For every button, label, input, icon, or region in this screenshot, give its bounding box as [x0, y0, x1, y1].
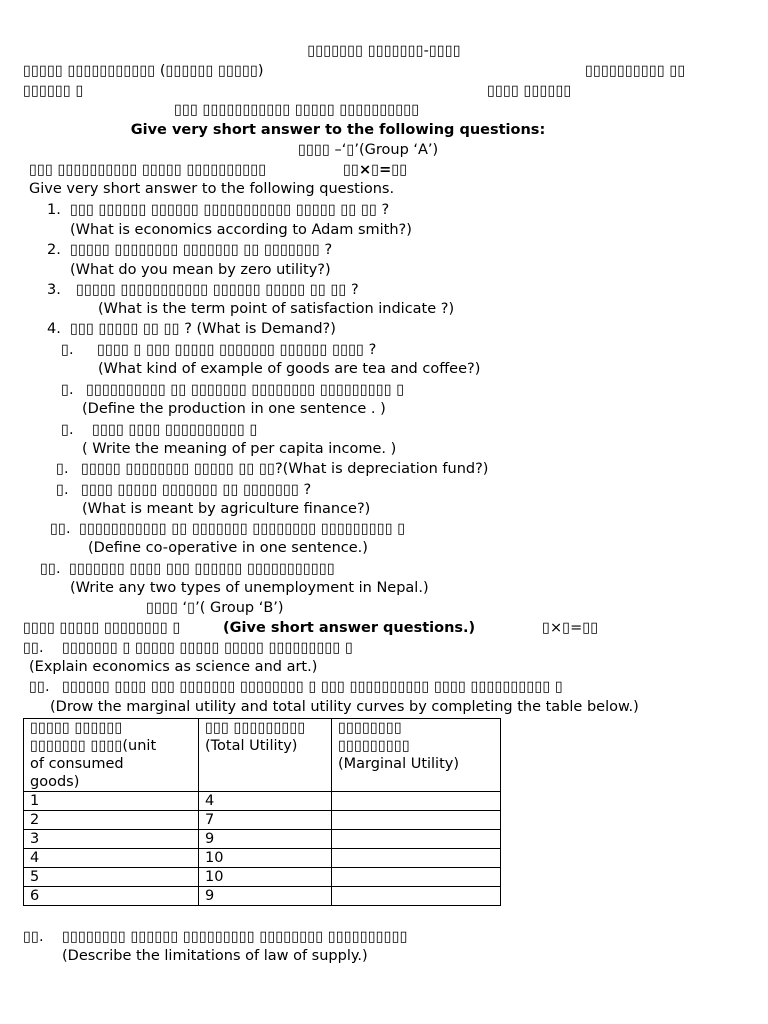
q1-en: (What is economics according to Adam smith?) [70, 222, 412, 238]
q13-en: (Drow the marginal utility and total utility curves by completing the table below.) [50, 699, 639, 715]
q14-np: ▯▯▯▯▯▯▯▯ ▯▯▯▯▯▯ ▯▯▯▯▯▯▯▯▯ ▯▯▯▯▯▯▯▯ ▯▯▯▯▯▯▯▯▯▯ [62, 929, 408, 945]
q7-np: ▯▯▯▯ ▯▯▯▯ ▯▯▯▯▯▯▯▯▯▯ ▯ [92, 422, 258, 438]
group-a-heading: ▯▯▯▯ –‘▯’(Group ‘A’) [298, 142, 439, 158]
cell-marginal[interactable] [332, 868, 501, 887]
cell-unit: 6 [24, 887, 199, 906]
cell-unit: 2 [24, 811, 199, 830]
cell-total: 7 [199, 811, 332, 830]
q4-np: ▯▯▯ ▯▯▯▯▯ ▯▯ ▯▯ ? (What is Demand?) [70, 321, 336, 337]
q6-num: ▯. [61, 382, 74, 398]
header-units [24, 719, 199, 792]
cell-marginal[interactable] [332, 849, 501, 868]
q11-num: ▯▯. [40, 561, 61, 577]
group-b-instruction-en: (Give short answer questions.) [223, 620, 476, 636]
q2-np: ▯▯▯▯▯ ▯▯▯▯▯▯▯▯ ▯▯▯▯▯▯▯ ▯▯ ▯▯▯▯▯▯▯ ? [70, 242, 333, 258]
cell-marginal[interactable] [332, 811, 501, 830]
cell-unit: 1 [24, 792, 199, 811]
q9-en: (What is meant by agriculture finance?) [82, 501, 371, 517]
q9-np: ▯▯▯▯ ▯▯▯▯▯ ▯▯▯▯▯▯▯ ▯▯ ▯▯▯▯▯▯▯ ? [81, 482, 312, 498]
group-b-heading: ▯▯▯▯ ‘▯’( Group ‘B’) [146, 600, 284, 616]
group-b-marks-formula: ▯×▯=▯▯ [542, 620, 599, 636]
q1-num: 1. [47, 202, 61, 218]
table-row [24, 830, 501, 849]
instruction-np: ▯▯▯ ▯▯▯▯▯▯▯▯▯▯▯ ▯▯▯▯▯ ▯▯▯▯▯▯▯▯▯▯ [174, 102, 420, 118]
q6-np: ▯▯▯▯▯▯▯▯▯▯ ▯▯ ▯▯▯▯▯▯▯ ▯▯▯▯▯▯▯▯ ▯▯▯▯▯▯▯▯▯ ▯ [86, 382, 405, 398]
utility-table [23, 718, 501, 906]
table-row [24, 849, 501, 868]
subject-line: ▯▯▯▯▯ ▯▯▯▯▯▯▯▯▯▯▯ (▯▯▯▯▯▯ ▯▯▯▯▯) [23, 63, 264, 79]
q12-en: (Explain economics as science and art.) [29, 659, 318, 675]
cell-total: 10 [199, 868, 332, 887]
q8-num: ▯. [56, 461, 69, 477]
q10-en: (Define co-operative in one sentence.) [88, 540, 368, 556]
q6-en: (Define the production in one sentence . ) [82, 401, 386, 417]
q9-num: ▯. [56, 482, 69, 498]
full-marks: ▯▯▯▯▯▯▯▯▯▯ ▯▯ [585, 63, 686, 79]
cell-total: 4 [199, 792, 332, 811]
q14-en: (Describe the limitations of law of supply.) [62, 948, 368, 964]
cell-unit: 3 [24, 830, 199, 849]
q12-np: ▯▯▯▯▯▯▯ ▯ ▯▯▯▯▯ ▯▯▯▯▯ ▯▯▯▯▯ ▯▯▯▯▯▯▯▯▯ ▯ [62, 640, 353, 656]
group-a-instruction: Give very short answer to the following questions. [29, 181, 395, 197]
header-total-utility-label: ▯▯▯ ▯▯▯▯▯▯▯▯▯ (Total Utility) [205, 720, 306, 754]
cell-unit: 5 [24, 868, 199, 887]
q3-num: 3. [47, 282, 61, 298]
table-row [24, 811, 501, 830]
header-total-utility [199, 719, 332, 792]
q14-num: ▯▯. [23, 929, 44, 945]
header-units-label: ▯▯▯▯▯ ▯▯▯▯▯▯ ▯▯▯▯▯▯▯ ▯▯▯▯(unit of consumed goods) [30, 720, 157, 790]
class-line: ▯▯▯▯▯▯ ▯ [23, 83, 84, 99]
header-marginal-utility-label: ▯▯▯▯▯▯▯▯ ▯▯▯▯▯▯▯▯▯ (Marginal Utility) [338, 720, 460, 772]
instruction-en: Give very short answer to the following questions: [130, 122, 546, 138]
cell-total: 9 [199, 887, 332, 906]
q13-num: ▯▯. [29, 679, 50, 695]
cell-marginal[interactable] [332, 830, 501, 849]
q2-en: (What do you mean by zero utility?) [70, 262, 331, 278]
q5-num: ▯. [61, 342, 74, 358]
q5-en: (What kind of example of goods are tea and coffee?) [98, 361, 481, 377]
table-row [24, 868, 501, 887]
header-marginal-utility [332, 719, 501, 792]
group-a-marks-formula: ▯▯×▯=▯▯ [343, 162, 408, 178]
q3-np: ▯▯▯▯▯ ▯▯▯▯▯▯▯▯▯▯▯ ▯▯▯▯▯▯ ▯▯▯▯▯ ▯▯ ▯▯ ? [76, 282, 359, 298]
q5-np: ▯▯▯▯ ▯ ▯▯▯ ▯▯▯▯▯ ▯▯▯▯▯▯▯ ▯▯▯▯▯▯ ▯▯▯▯ ? [97, 342, 377, 358]
q3-en: (What is the term point of satisfaction indicate ?) [98, 301, 455, 317]
q11-np: ▯▯▯▯▯▯▯ ▯▯▯▯ ▯▯▯ ▯▯▯▯▯▯ ▯▯▯▯▯▯▯▯▯▯▯ [69, 561, 335, 577]
table-header-row [24, 719, 501, 792]
group-a-marks-np: ▯▯▯ ▯▯▯▯▯▯▯▯▯▯ ▯▯▯▯▯ ▯▯▯▯▯▯▯▯▯▯ [29, 162, 267, 178]
time-line: ▯▯▯▯ ▯▯▯▯▯▯ [487, 83, 572, 99]
q10-num: ▯▯. [50, 521, 71, 537]
cell-unit: 4 [24, 849, 199, 868]
q10-np: ▯▯▯▯▯▯▯▯▯▯▯ ▯▯ ▯▯▯▯▯▯▯ ▯▯▯▯▯▯▯▯ ▯▯▯▯▯▯▯▯▯ ▯ [79, 521, 406, 537]
q11-en: (Write any two types of unemployment in Nepal.) [70, 580, 429, 596]
q12-num: ▯▯. [23, 640, 44, 656]
cell-marginal[interactable] [332, 792, 501, 811]
q8-np: ▯▯▯▯▯ ▯▯▯▯▯▯▯▯ ▯▯▯▯▯ ▯▯ ▯▯?(What is depreciation fund?) [81, 461, 489, 477]
cell-total: 10 [199, 849, 332, 868]
table-row [24, 887, 501, 906]
cell-total: 9 [199, 830, 332, 849]
group-b-instruction-np: ▯▯▯▯ ▯▯▯▯▯ ▯▯▯▯▯▯▯▯ ▯ [23, 620, 181, 636]
q4-num: 4. [47, 321, 61, 337]
exam-title: ▯▯▯▯▯▯▯ ▯▯▯▯▯▯▯-▯▯▯▯ [307, 43, 461, 59]
q1-np: ▯▯▯ ▯▯▯▯▯▯ ▯▯▯▯▯▯ ▯▯▯▯▯▯▯▯▯▯▯ ▯▯▯▯▯ ▯▯ ▯▯ ? [70, 202, 390, 218]
q13-np: ▯▯▯▯▯▯ ▯▯▯▯ ▯▯▯ ▯▯▯▯▯▯▯ ▯▯▯▯▯▯▯▯ ▯ ▯▯▯ ▯▯▯▯▯▯▯▯▯▯ ▯▯▯▯ ▯▯▯▯▯▯▯▯▯▯ ▯ [62, 679, 563, 695]
q7-en: ( Write the meaning of per capita income. ) [82, 441, 397, 457]
cell-marginal[interactable] [332, 887, 501, 906]
table-row [24, 792, 501, 811]
q7-num: ▯. [61, 422, 74, 438]
q2-num: 2. [47, 242, 61, 258]
